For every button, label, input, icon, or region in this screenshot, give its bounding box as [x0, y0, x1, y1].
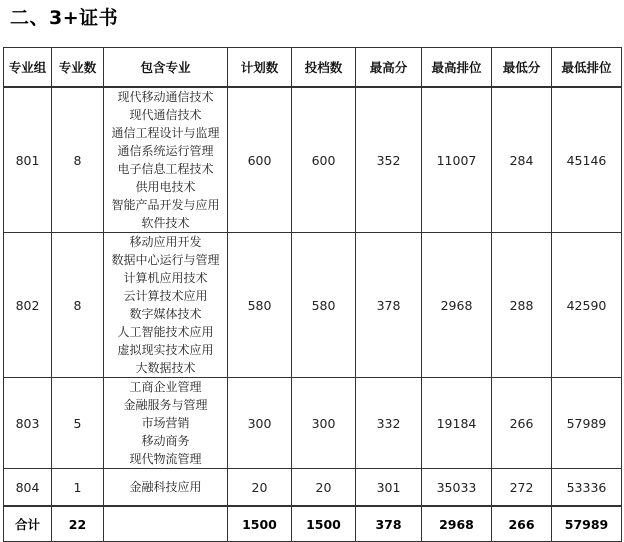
cell-max-rank: 2968 [422, 233, 492, 378]
cell-planned: 300 [228, 378, 292, 469]
header-max-rank: 最高排位 [422, 48, 492, 88]
cell-filed: 600 [292, 87, 356, 233]
table-header-row [4, 48, 622, 88]
cell-max-score: 378 [356, 233, 422, 378]
total-max-rank: 2968 [422, 506, 492, 542]
major-item: 大数据技术 [135, 361, 196, 375]
total-min-score: 266 [492, 506, 552, 542]
major-item: 现代移动通信技术 [117, 90, 214, 104]
total-majors [104, 506, 228, 542]
major-item: 通信系统运行管理 [117, 144, 214, 158]
cell-group: 804 [4, 469, 52, 507]
major-item: 移动商务 [141, 434, 190, 448]
major-item: 市场营销 [141, 416, 190, 430]
total-max-score: 378 [356, 506, 422, 542]
cell-count: 5 [52, 378, 104, 469]
major-item: 云计算技术应用 [123, 289, 208, 303]
cell-planned: 580 [228, 233, 292, 378]
cell-min-score: 272 [492, 469, 552, 507]
major-item: 智能产品开发与应用 [111, 198, 220, 212]
cell-count: 8 [52, 87, 104, 233]
total-filed: 1500 [292, 506, 356, 542]
header-count: 专业数 [52, 48, 104, 88]
major-item: 电子信息工程技术 [117, 162, 214, 176]
cell-min-rank: 45146 [552, 87, 622, 233]
header-majors: 包含专业 [104, 48, 228, 88]
major-item: 移动应用开发 [129, 235, 202, 249]
table-row [4, 469, 622, 507]
major-item: 人工智能技术应用 [117, 325, 214, 339]
header-group: 专业组 [4, 48, 52, 88]
major-item: 供用电技术 [135, 180, 196, 194]
header-planned: 计划数 [228, 48, 292, 88]
cell-count: 1 [52, 469, 104, 507]
cell-max-rank: 35033 [422, 469, 492, 507]
table-row [4, 378, 622, 469]
cell-min-score: 288 [492, 233, 552, 378]
major-item: 工商企业管理 [129, 380, 202, 394]
admissions-table [3, 47, 622, 542]
total-row [4, 506, 622, 542]
major-item: 数据中心运行与管理 [111, 253, 220, 267]
cell-min-rank: 42590 [552, 233, 622, 378]
header-filed: 投档数 [292, 48, 356, 88]
cell-min-score: 284 [492, 87, 552, 233]
cell-min-rank: 53336 [552, 469, 622, 507]
cell-filed: 300 [292, 378, 356, 469]
major-item: 计算机应用技术 [123, 271, 208, 285]
major-item: 金融科技应用 [129, 480, 202, 494]
cell-max-score: 352 [356, 87, 422, 233]
cell-max-rank: 11007 [422, 87, 492, 233]
total-count: 22 [52, 506, 104, 542]
cell-min-rank: 57989 [552, 378, 622, 469]
total-min-rank: 57989 [552, 506, 622, 542]
page-title: 二、3+证书 [10, 7, 119, 29]
header-min-score: 最低分 [492, 48, 552, 88]
total-label: 合计 [4, 506, 52, 542]
cell-group: 803 [4, 378, 52, 469]
total-planned: 1500 [228, 506, 292, 542]
cell-max-score: 332 [356, 378, 422, 469]
cell-planned: 600 [228, 87, 292, 233]
cell-planned: 20 [228, 469, 292, 507]
major-item: 数字媒体技术 [129, 307, 202, 321]
major-item: 现代通信技术 [129, 108, 202, 122]
cell-majors [104, 378, 228, 469]
major-item: 金融服务与管理 [123, 398, 208, 412]
cell-group: 802 [4, 233, 52, 378]
major-item: 现代物流管理 [129, 452, 202, 466]
cell-majors [104, 469, 228, 507]
cell-max-score: 301 [356, 469, 422, 507]
major-item: 虚拟现实技术应用 [117, 343, 214, 357]
cell-filed: 580 [292, 233, 356, 378]
table-row [4, 87, 622, 233]
header-min-rank: 最低排位 [552, 48, 622, 88]
cell-majors [104, 87, 228, 233]
cell-min-score: 266 [492, 378, 552, 469]
cell-filed: 20 [292, 469, 356, 507]
table-row [4, 233, 622, 378]
cell-count: 8 [52, 233, 104, 378]
major-item: 软件技术 [141, 216, 190, 230]
cell-majors [104, 233, 228, 378]
header-max-score: 最高分 [356, 48, 422, 88]
cell-max-rank: 19184 [422, 378, 492, 469]
cell-group: 801 [4, 87, 52, 233]
major-item: 通信工程设计与监理 [111, 126, 220, 140]
